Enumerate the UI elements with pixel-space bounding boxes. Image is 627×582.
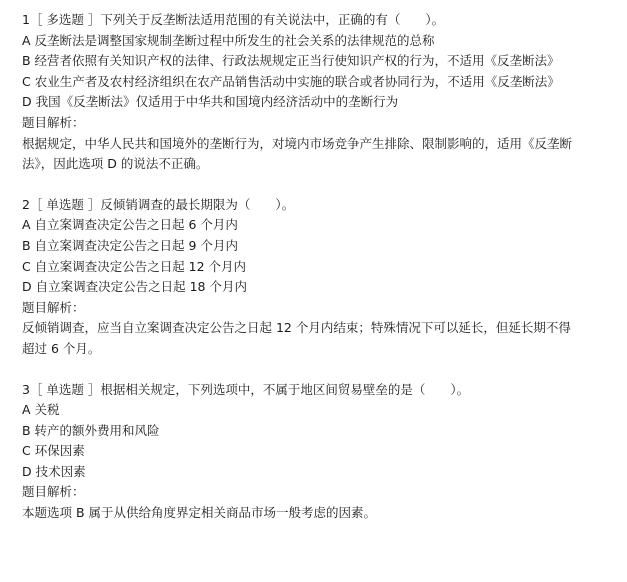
analysis-label: 题目解析： — [22, 114, 85, 130]
question-2 — [22, 195, 627, 360]
question-header: 2［ 单选题 ］反倾销调查的最长期限为（ ）。 — [22, 196, 295, 212]
question-1 — [22, 10, 627, 175]
question-header: 3［ 单选题 ］根据相关规定，下列选项中，不属于地区间贸易壁垒的是（ ）。 — [22, 381, 470, 397]
analysis-text: 根据规定，中华人民共和国境外的垄断行为，对境内市场竞争产生排除、限制影响的，适用《反垄断法》，因此选项 D 的说法不正确。 — [22, 135, 573, 172]
option-a: A 关税 — [22, 402, 60, 418]
option-b: B 自立案调查决定公告之日起 9 个月内 — [22, 237, 238, 253]
analysis-text: 反倾销调查，应当自立案调查决定公告之日起 12 个月内结束；特殊情况下可以延长，但延长期不得超过 6 个月。 — [22, 320, 571, 356]
analysis-label: 题目解析： — [22, 484, 85, 500]
option-d: D 我国《反垄断法》仅适用于中华共和国境内经济活动中的垄断行为 — [22, 94, 399, 110]
question-3 — [22, 380, 627, 524]
option-d: D 技术因素 — [22, 463, 86, 479]
option-b: B 转产的额外费用和风险 — [22, 422, 160, 438]
option-b: B 经营者依照有关知识产权的法律、行政法规规定正当行使知识产权的行为，不适用《反垄断法》 — [22, 53, 560, 69]
option-a: A 自立案调查决定公告之日起 6 个月内 — [22, 217, 238, 233]
option-c: C 自立案调查决定公告之日起 12 个月内 — [22, 258, 247, 274]
option-c: C 环保因素 — [22, 443, 85, 459]
question-header: 1［ 多选题 ］下列关于反垄断法适用范围的有关说法中，正确的有（ ）。 — [22, 12, 445, 27]
analysis-text: 本题选项 B 属于从供给角度界定相关商品市场一般考虑的因素。 — [22, 505, 377, 521]
option-a: A 反垄断法是调整国家规制垄断过程中所发生的社会关系的法律规范的总称 — [22, 32, 435, 48]
analysis-label: 题目解析： — [22, 299, 85, 315]
option-d: D 自立案调查决定公告之日起 18 个月内 — [22, 279, 247, 295]
option-c: C 农业生产者及农村经济组织在农产品销售活动中实施的联合或者协同行为，不适用《反垄断法》 — [22, 73, 560, 89]
